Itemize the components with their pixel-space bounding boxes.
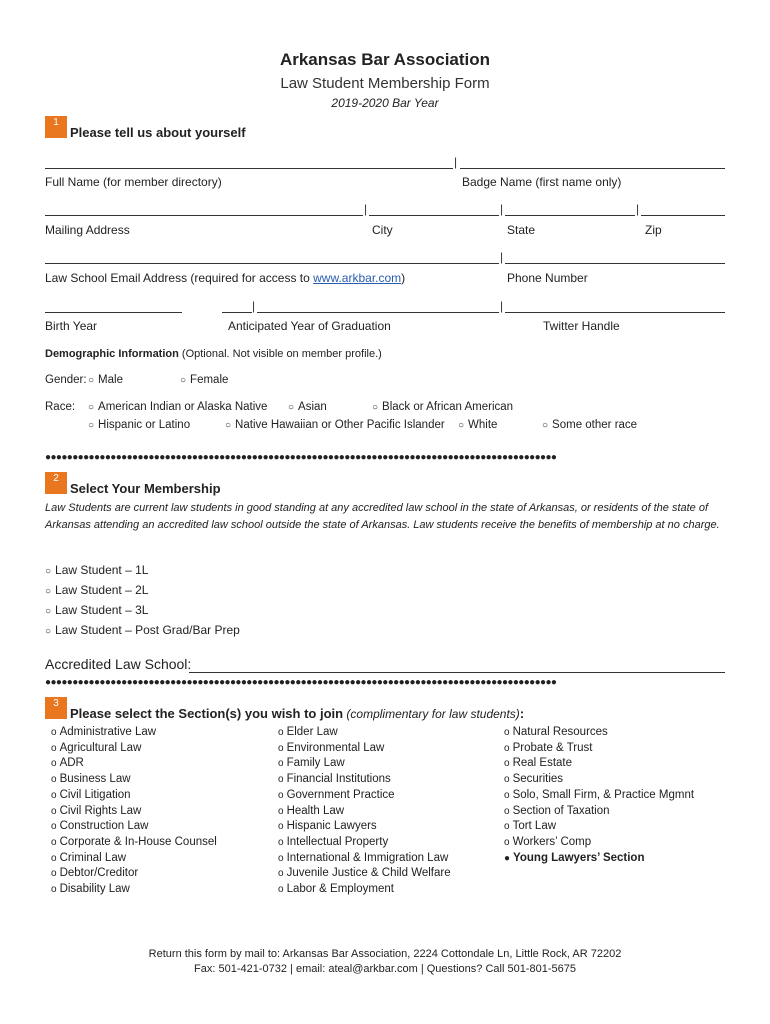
section-option[interactable]: [51, 772, 217, 788]
gender-label: Gender:: [45, 374, 87, 386]
section-3-title-text: Please select the Section(s) you wish to join: [70, 706, 344, 721]
checkbox-empty-icon: o: [278, 868, 284, 880]
section-3-note: (complimentary for law students): [343, 707, 520, 721]
section-option-label: Family Law: [286, 757, 345, 770]
section-option-label: Securities: [512, 773, 564, 786]
radio-empty-icon: ○: [45, 626, 52, 637]
checkbox-empty-icon: o: [278, 727, 284, 738]
section-option[interactable]: [51, 741, 217, 757]
section-3-colon: :: [519, 706, 525, 721]
section-option[interactable]: [51, 725, 217, 741]
demographic-heading: [45, 348, 382, 360]
race-option-other[interactable]: [542, 418, 637, 434]
section-option-label: Criminal Law: [59, 851, 127, 864]
bar-year: 2019-2020 Bar Year: [331, 96, 439, 110]
section-3-badge: 3: [45, 697, 67, 719]
sections-column-2: [278, 725, 451, 898]
section-option-label: Business Law: [59, 773, 131, 786]
section-2-badge: 2: [45, 472, 67, 494]
gender-option-label: Male: [98, 374, 123, 386]
membership-option-1l[interactable]: [45, 561, 240, 581]
field-divider: |: [252, 299, 256, 313]
footer-contact-line: Fax: 501-421-0732 | email: ateal@arkbar.com | Questions? Call 501-801-5675: [194, 963, 576, 975]
checkbox-empty-icon: o: [51, 852, 57, 864]
section-option-label: Tort Law: [512, 820, 557, 833]
section-option-label: Civil Rights Law: [59, 804, 142, 817]
section-option-label: Financial Institutions: [286, 773, 391, 786]
field-divider: |: [500, 250, 504, 264]
law-school-label: Accredited Law School:: [45, 656, 192, 672]
section-option[interactable]: [278, 851, 451, 867]
section-3-title: [70, 706, 524, 721]
section-option[interactable]: [51, 756, 217, 772]
badge-name-label: Badge Name (first name only): [462, 175, 622, 189]
radio-empty-icon: ○: [225, 420, 232, 431]
email-label: [45, 271, 405, 285]
section-option[interactable]: [504, 725, 694, 741]
email-label-close: ): [401, 271, 406, 285]
footer-mail-line: Return this form by mail to: Arkansas Bar Association, 2224 Cottondale Ln, Little Rock, AR 72202: [148, 948, 622, 960]
full-name-line[interactable]: [45, 168, 453, 169]
gender-option-label: Female: [190, 374, 229, 386]
full-name-label: Full Name (for member directory): [45, 175, 222, 189]
race-option-native-hawaiian[interactable]: [225, 418, 445, 434]
checkbox-empty-icon: o: [278, 742, 284, 754]
membership-option-3l[interactable]: [45, 601, 240, 621]
section-option[interactable]: [278, 819, 451, 835]
checkbox-empty-icon: o: [504, 742, 510, 754]
section-option[interactable]: [51, 819, 217, 835]
checkbox-empty-icon: o: [51, 789, 57, 801]
section-option-label: Labor & Employment: [286, 883, 394, 896]
twitter-label: Twitter Handle: [543, 319, 620, 333]
section-option-label: Real Estate: [512, 757, 573, 770]
section-option[interactable]: [278, 725, 451, 741]
section-option[interactable]: [51, 835, 217, 851]
section-option[interactable]: [51, 866, 217, 882]
membership-option-label: Law Student – 2L: [55, 583, 149, 597]
email-label-text: Law School Email Address (required for access to: [45, 271, 314, 285]
radio-empty-icon: ○: [288, 402, 295, 413]
gender-option-female[interactable]: [180, 373, 228, 389]
radio-empty-icon: ○: [45, 566, 52, 577]
checkbox-empty-icon: o: [504, 758, 510, 770]
section-option[interactable]: [504, 819, 694, 835]
demographic-heading-text: Demographic Information: [45, 348, 179, 360]
checkbox-empty-icon: o: [278, 774, 284, 786]
state-label: State: [507, 223, 536, 237]
section-option[interactable]: [278, 835, 451, 851]
membership-option-label: Law Student – 3L: [55, 603, 149, 617]
radio-empty-icon: ○: [45, 606, 52, 617]
checkbox-empty-icon: o: [51, 836, 57, 848]
race-option-asian[interactable]: [288, 400, 327, 416]
section-option-label: Debtor/Creditor: [59, 867, 139, 880]
checkbox-filled-icon: ●: [504, 852, 511, 864]
section-option[interactable]: [278, 772, 451, 788]
checkbox-empty-icon: o: [278, 852, 284, 864]
field-divider: |: [500, 202, 504, 216]
section-option-label: Solo, Small Firm, & Practice Mgmnt: [512, 788, 695, 801]
grad-year-label: Anticipated Year of Graduation: [228, 319, 391, 333]
badge-name-line[interactable]: [460, 168, 725, 169]
radio-empty-icon: ○: [45, 586, 52, 597]
checkbox-empty-icon: o: [51, 727, 57, 738]
email-line[interactable]: [45, 263, 499, 264]
checkbox-empty-icon: o: [504, 774, 510, 786]
checkbox-empty-icon: o: [278, 789, 284, 801]
membership-option-2l[interactable]: [45, 581, 240, 601]
race-option-label: Native Hawaiian or Other Pacific Islander: [235, 419, 445, 431]
section-option[interactable]: [278, 882, 451, 898]
section-separator: ●●●●●●●●●●●●●●●●●●●●●●●●●●●●●●●●●●●●●●●●●●●●●●●●●●●●●●●●●●●●●●●●●●●●●●●●●●●●●●●●●●●●●●●●●●●●●●: [45, 452, 557, 463]
checkbox-empty-icon: o: [504, 836, 510, 848]
checkbox-empty-icon: o: [278, 821, 284, 833]
membership-option-label: Law Student – 1L: [55, 563, 149, 577]
checkbox-empty-icon: o: [278, 805, 284, 817]
section-option-label: Workers’ Comp: [512, 835, 592, 848]
section-option-label: Health Law: [286, 804, 345, 817]
section-option-label: Government Practice: [286, 788, 395, 801]
checkbox-empty-icon: o: [504, 821, 510, 833]
section-option-label: Construction Law: [59, 820, 149, 833]
checkbox-empty-icon: o: [51, 884, 57, 896]
section-option-young-lawyers[interactable]: [504, 851, 694, 867]
form-subtitle: Law Student Membership Form: [280, 75, 490, 92]
sections-column-3: [504, 725, 694, 866]
mailing-address-line[interactable]: [45, 215, 363, 216]
section-2-title: Select Your Membership: [70, 481, 221, 496]
section-option-label: Agricultural Law: [59, 741, 142, 754]
radio-empty-icon: ○: [88, 420, 95, 431]
section-option-label: Juvenile Justice & Child Welfare: [286, 867, 451, 880]
grad-year-line[interactable]: [222, 312, 252, 313]
membership-option-post-grad[interactable]: [45, 621, 240, 641]
section-option-label: Administrative Law: [59, 726, 157, 738]
membership-description: Law Students are current law students in good standing at any accredited law school in the state of Arkansas, or residents of the state of Arkansas attending an accredited law school outside the state of Arkansas. Law students receive the benefits of membership at no charge.: [45, 502, 720, 531]
checkbox-empty-icon: o: [51, 821, 57, 833]
section-option-label: Environmental Law: [286, 741, 385, 754]
section-option[interactable]: [278, 756, 451, 772]
race-option-label: Asian: [298, 401, 327, 413]
section-option[interactable]: [278, 788, 451, 804]
section-option[interactable]: [504, 788, 694, 804]
section-option[interactable]: [504, 804, 694, 820]
section-option-label: Disability Law: [59, 883, 130, 896]
section-option-label: Corporate & In-House Counsel: [59, 835, 217, 848]
checkbox-empty-icon: o: [504, 789, 510, 801]
demographic-note: (Optional. Not visible on member profile.): [178, 348, 382, 360]
birth-year-line[interactable]: [45, 312, 182, 313]
race-option-label: Black or African American: [382, 401, 514, 413]
checkbox-empty-icon: o: [51, 742, 57, 754]
race-option-american-indian[interactable]: [88, 400, 267, 416]
checkbox-empty-icon: o: [504, 805, 510, 817]
grad-year-line-extended[interactable]: [257, 312, 499, 313]
race-option-label: White: [468, 419, 498, 431]
phone-line[interactable]: [505, 263, 725, 264]
law-school-line[interactable]: [189, 672, 725, 673]
field-divider: |: [636, 202, 640, 216]
field-divider: |: [500, 299, 504, 313]
radio-empty-icon: ○: [180, 375, 187, 386]
race-label: Race:: [45, 401, 76, 413]
section-option-label: ADR: [59, 757, 84, 770]
section-option[interactable]: [504, 741, 694, 757]
section-option[interactable]: [504, 772, 694, 788]
race-option-hispanic[interactable]: [88, 418, 190, 434]
radio-empty-icon: ○: [542, 420, 549, 431]
race-option-white[interactable]: [458, 418, 497, 434]
birth-year-label: Birth Year: [45, 319, 98, 333]
city-label: City: [372, 223, 393, 237]
radio-empty-icon: ○: [458, 420, 465, 431]
checkbox-empty-icon: o: [51, 758, 57, 770]
checkbox-empty-icon: o: [504, 727, 510, 738]
zip-line[interactable]: [641, 215, 725, 216]
race-option-label: American Indian or Alaska Native: [98, 401, 268, 413]
section-option-label: Hispanic Lawyers: [286, 820, 377, 833]
checkbox-empty-icon: o: [278, 758, 284, 770]
arkbar-link[interactable]: www.arkbar.com: [313, 271, 402, 285]
section-1-title: Please tell us about yourself: [70, 125, 246, 140]
sections-column-1: [51, 725, 217, 898]
section-option[interactable]: [278, 866, 451, 882]
radio-empty-icon: ○: [372, 402, 379, 413]
checkbox-empty-icon: o: [51, 774, 57, 786]
zip-label: Zip: [645, 223, 662, 237]
section-option[interactable]: [504, 835, 694, 851]
gender-option-male[interactable]: [88, 373, 123, 389]
section-option[interactable]: [51, 804, 217, 820]
twitter-line[interactable]: [505, 312, 725, 313]
checkbox-empty-icon: o: [51, 805, 57, 817]
field-divider: |: [454, 155, 458, 169]
phone-label: Phone Number: [507, 271, 588, 285]
race-option-label: Hispanic or Latino: [98, 419, 191, 431]
section-option-label: Natural Resources: [512, 726, 608, 738]
city-line[interactable]: [369, 215, 499, 216]
section-option-label: Intellectual Property: [286, 835, 389, 848]
section-option-label: Young Lawyers’ Section: [513, 851, 645, 864]
radio-empty-icon: ○: [88, 402, 95, 413]
section-option-label: International & Immigration Law: [286, 851, 449, 864]
checkbox-empty-icon: o: [51, 868, 57, 880]
form-title: Arkansas Bar Association: [279, 50, 491, 69]
membership-option-label: Law Student – Post Grad/Bar Prep: [55, 623, 240, 637]
membership-options: [45, 561, 240, 641]
section-option[interactable]: [278, 741, 451, 757]
section-option[interactable]: [278, 804, 451, 820]
checkbox-empty-icon: o: [278, 836, 284, 848]
section-separator: ●●●●●●●●●●●●●●●●●●●●●●●●●●●●●●●●●●●●●●●●●●●●●●●●●●●●●●●●●●●●●●●●●●●●●●●●●●●●●●●●●●●●●●●●●●●●●●: [45, 677, 557, 688]
section-option[interactable]: [51, 851, 217, 867]
checkbox-empty-icon: o: [278, 884, 284, 896]
section-option-label: Civil Litigation: [59, 788, 131, 801]
section-1-badge: 1: [45, 116, 67, 138]
section-option-label: Section of Taxation: [512, 804, 610, 817]
mailing-address-label: Mailing Address: [45, 223, 130, 237]
section-option[interactable]: [504, 756, 694, 772]
section-option-label: Elder Law: [286, 726, 338, 738]
section-option-label: Probate & Trust: [512, 741, 593, 754]
state-line[interactable]: [505, 215, 635, 216]
race-option-black[interactable]: [372, 400, 513, 416]
race-option-label: Some other race: [552, 419, 638, 431]
radio-empty-icon: ○: [88, 375, 95, 386]
field-divider: |: [364, 202, 368, 216]
section-option[interactable]: [51, 788, 217, 804]
section-option[interactable]: [51, 882, 217, 898]
